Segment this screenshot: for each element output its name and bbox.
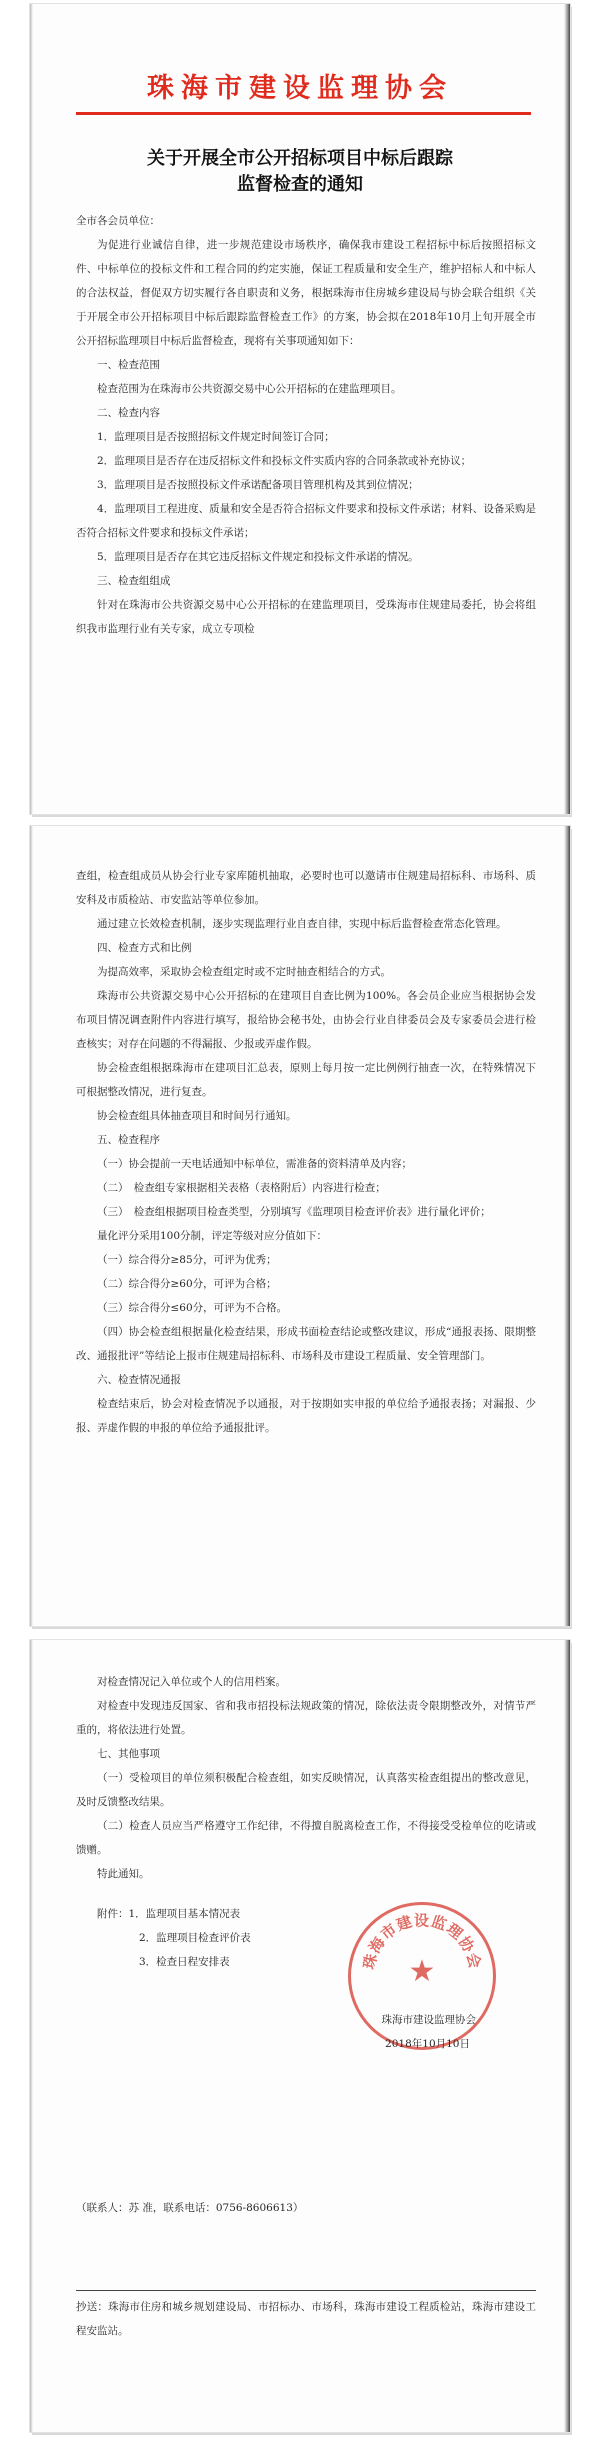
attachment-item: 1．监理项目基本情况表 [128, 1908, 241, 1920]
paragraph: 通过建立长效检查机制，逐步实现监理行业自查自律，实现中标后监督检查常态化管理。 [97, 918, 507, 930]
page-3-body [76, 1670, 536, 2343]
list-item: （一）综合得分≥85分，可评为优秀； [97, 1254, 277, 1266]
paragraph: 量化评分采用100分制，评定等级对应分值如下： [97, 1230, 328, 1242]
paragraph: 针对在珠海市公共资源交易中心公开招标的在建监理项目，受珠海市住规建局委托，协会将组织我市监理行业有关专家，成立专项检 [76, 599, 536, 635]
paragraph: 查组，检查组成员从协会行业专家库随机抽取，必要时也可以邀请市住规建局招标科、市场科、质安科及市质检站、市安监站等单位参加。 [76, 870, 536, 906]
document-title-line-1: 关于开展全市公开招标项目中标后跟踪 [147, 148, 453, 169]
paragraph: 为提高效率，采取协会检查组定时或不定时抽查相结合的方式。 [97, 966, 391, 978]
list-item: 2．监理项目是否存在违反招标文件和投标文件实质内容的合同条款或补充协议； [97, 455, 472, 467]
section-heading: 三、检查组组成 [97, 575, 171, 587]
paragraph: 珠海市公共资源交易中心公开招标的在建项目自查比例为100%。各会员企业应当根据协会发布项目情况调查附件内容进行填写，报给协会秘书处，由协会行业自律委员会及专家委员会进行检查核实；对存在问题的不得漏报、少报或弄虚作假。 [76, 990, 536, 1050]
list-item: （二） 检查组专家根据相关表格（表格附后）内容进行检查； [97, 1182, 386, 1194]
page-edge-shadow [30, 826, 33, 1626]
list-item: 3．监理项目是否按照投标文件承诺配备项目管理机构及其到位情况； [97, 479, 419, 491]
list-item: （一）受检项目的单位须积极配合检查组，如实反映情况，认真落实检查组提出的整改意见，及时反馈整改结果。 [76, 1772, 536, 1808]
paragraph: 协会检查组根据珠海市在建项目汇总表，原则上每月按一定比例例行抽查一次，在特殊情况下可根据整改情况，进行复查。 [76, 1062, 536, 1098]
list-item: （二）检查人员应当严格遵守工作纪律，不得擅自脱离检查工作，不得接受受检单位的吃请或馈赠。 [76, 1820, 536, 1856]
attachments [76, 1902, 536, 1926]
attachment-item: 3．检查日程安排表 [139, 1956, 230, 1968]
paragraph: 协会检查组具体抽查项目和时间另行通知。 [97, 1110, 297, 1122]
list-item: （四）协会检查组根据量化检查结果，形成书面检查结论或整改建议，形成“通报表扬、限期整改、通报批评”等结论上报市住规建局招标科、市场科及市建设工程质量、安全管理部门。 [76, 1326, 536, 1362]
attachment-item: 2．监理项目检查评价表 [139, 1932, 251, 1944]
letterhead: 珠海市建设监理协会 [147, 73, 453, 104]
section-heading: 六、检查情况通报 [97, 1374, 181, 1386]
seal-star-icon: ★ [408, 1954, 436, 1989]
list-item: 4．监理项目工程进度、质量和安全是否符合招标文件要求和投标文件承诺；材料、设备采购是否符合招标文件要求和投标文件承诺； [76, 503, 536, 539]
letterhead-red-rule [76, 112, 531, 115]
document-page-3 [30, 1640, 570, 2432]
paragraph: 检查范围为在珠海市公共资源交易中心公开招标的在建监理项目。 [97, 383, 402, 395]
list-item: （二）综合得分≥60分，可评为合格； [97, 1278, 277, 1290]
page-2-body [76, 864, 536, 1440]
section-heading: 七、其他事项 [97, 1748, 160, 1760]
page-edge-shadow [564, 4, 570, 814]
list-item: （三） 检查组根据项目检查类型，分别填写《监理项目检查评价表》进行量化评价； [97, 1206, 491, 1218]
paragraph: 对检查情况记入单位或个人的信用档案。 [97, 1676, 286, 1688]
document-page-2 [30, 826, 570, 1626]
list-item: 5．监理项目是否存在其它违反招标文件规定和投标文件承诺的情况。 [97, 551, 419, 563]
attachments-label: 附件： [97, 1908, 129, 1920]
document-title-line-2: 监督检查的通知 [237, 174, 363, 195]
section-heading: 四、检查方式和比例 [97, 942, 192, 954]
page-edge-shadow [30, 1640, 33, 2432]
signature-org: 珠海市建设监理协会 [381, 2014, 476, 2026]
seal-text: 珠海市建设监理协会 [359, 1911, 485, 1971]
paragraph: 对检查中发现违反国家、省和我市招投标法规政策的情况，除依法责令限期整改外，对情节严重的，将依法进行处置。 [76, 1700, 536, 1736]
section-heading: 五、检查程序 [97, 1134, 160, 1146]
list-item: （一）协会提前一天电话通知中标单位，需准备的资料清单及内容； [97, 1158, 412, 1170]
page-edge-shadow [30, 4, 33, 814]
document-page-1 [30, 4, 570, 814]
list-item: （三）综合得分≤60分，可评为不合格。 [97, 1302, 288, 1314]
paragraph: 检查结束后，协会对检查情况予以通报，对于按期如实申报的单位给予通报表扬；对漏报、少报、弄虚作假的申报的单位给予通报批评。 [76, 1398, 536, 1434]
cc-block [76, 2290, 536, 2343]
page-1-body [76, 209, 536, 641]
list-item: 1．监理项目是否按照招标文件规定时间签订合同； [97, 431, 335, 443]
page-edge-shadow [564, 1640, 570, 2432]
cc-line: 抄送：珠海市住房和城乡规划建设局、市招标办、市场科，珠海市建设工程质检站，珠海市建设工程安监站。 [76, 2301, 536, 2337]
contact-line: （联系人：苏 准，联系电话：0756-8606613） [76, 2202, 304, 2214]
paragraph: 为促进行业诚信自律，进一步规范建设市场秩序，确保我市建设工程招标中标后按照招标文件、中标单位的投标文件和工程合同的约定实施，保证工程质量和安全生产，维护招标人和中标人的合法权益，督促双方切实履行各自职责和义务，根据珠海市住房城乡建设局与协会联合组织《关于开展全市公开招标项目中标后跟踪监督检查工作》的方案，协会拟在2018年10月上旬开展全市公开招标监理项目中标后监督检查，现将有关事项通知如下： [76, 239, 536, 347]
page-edge-shadow [564, 826, 570, 1626]
salutation: 全市各会员单位： [76, 215, 160, 227]
section-heading: 二、检查内容 [97, 407, 160, 419]
closing: 特此通知。 [97, 1868, 150, 1880]
section-heading: 一、检查范围 [97, 359, 160, 371]
signature-date: 2018年10月10日 [385, 2038, 470, 2050]
